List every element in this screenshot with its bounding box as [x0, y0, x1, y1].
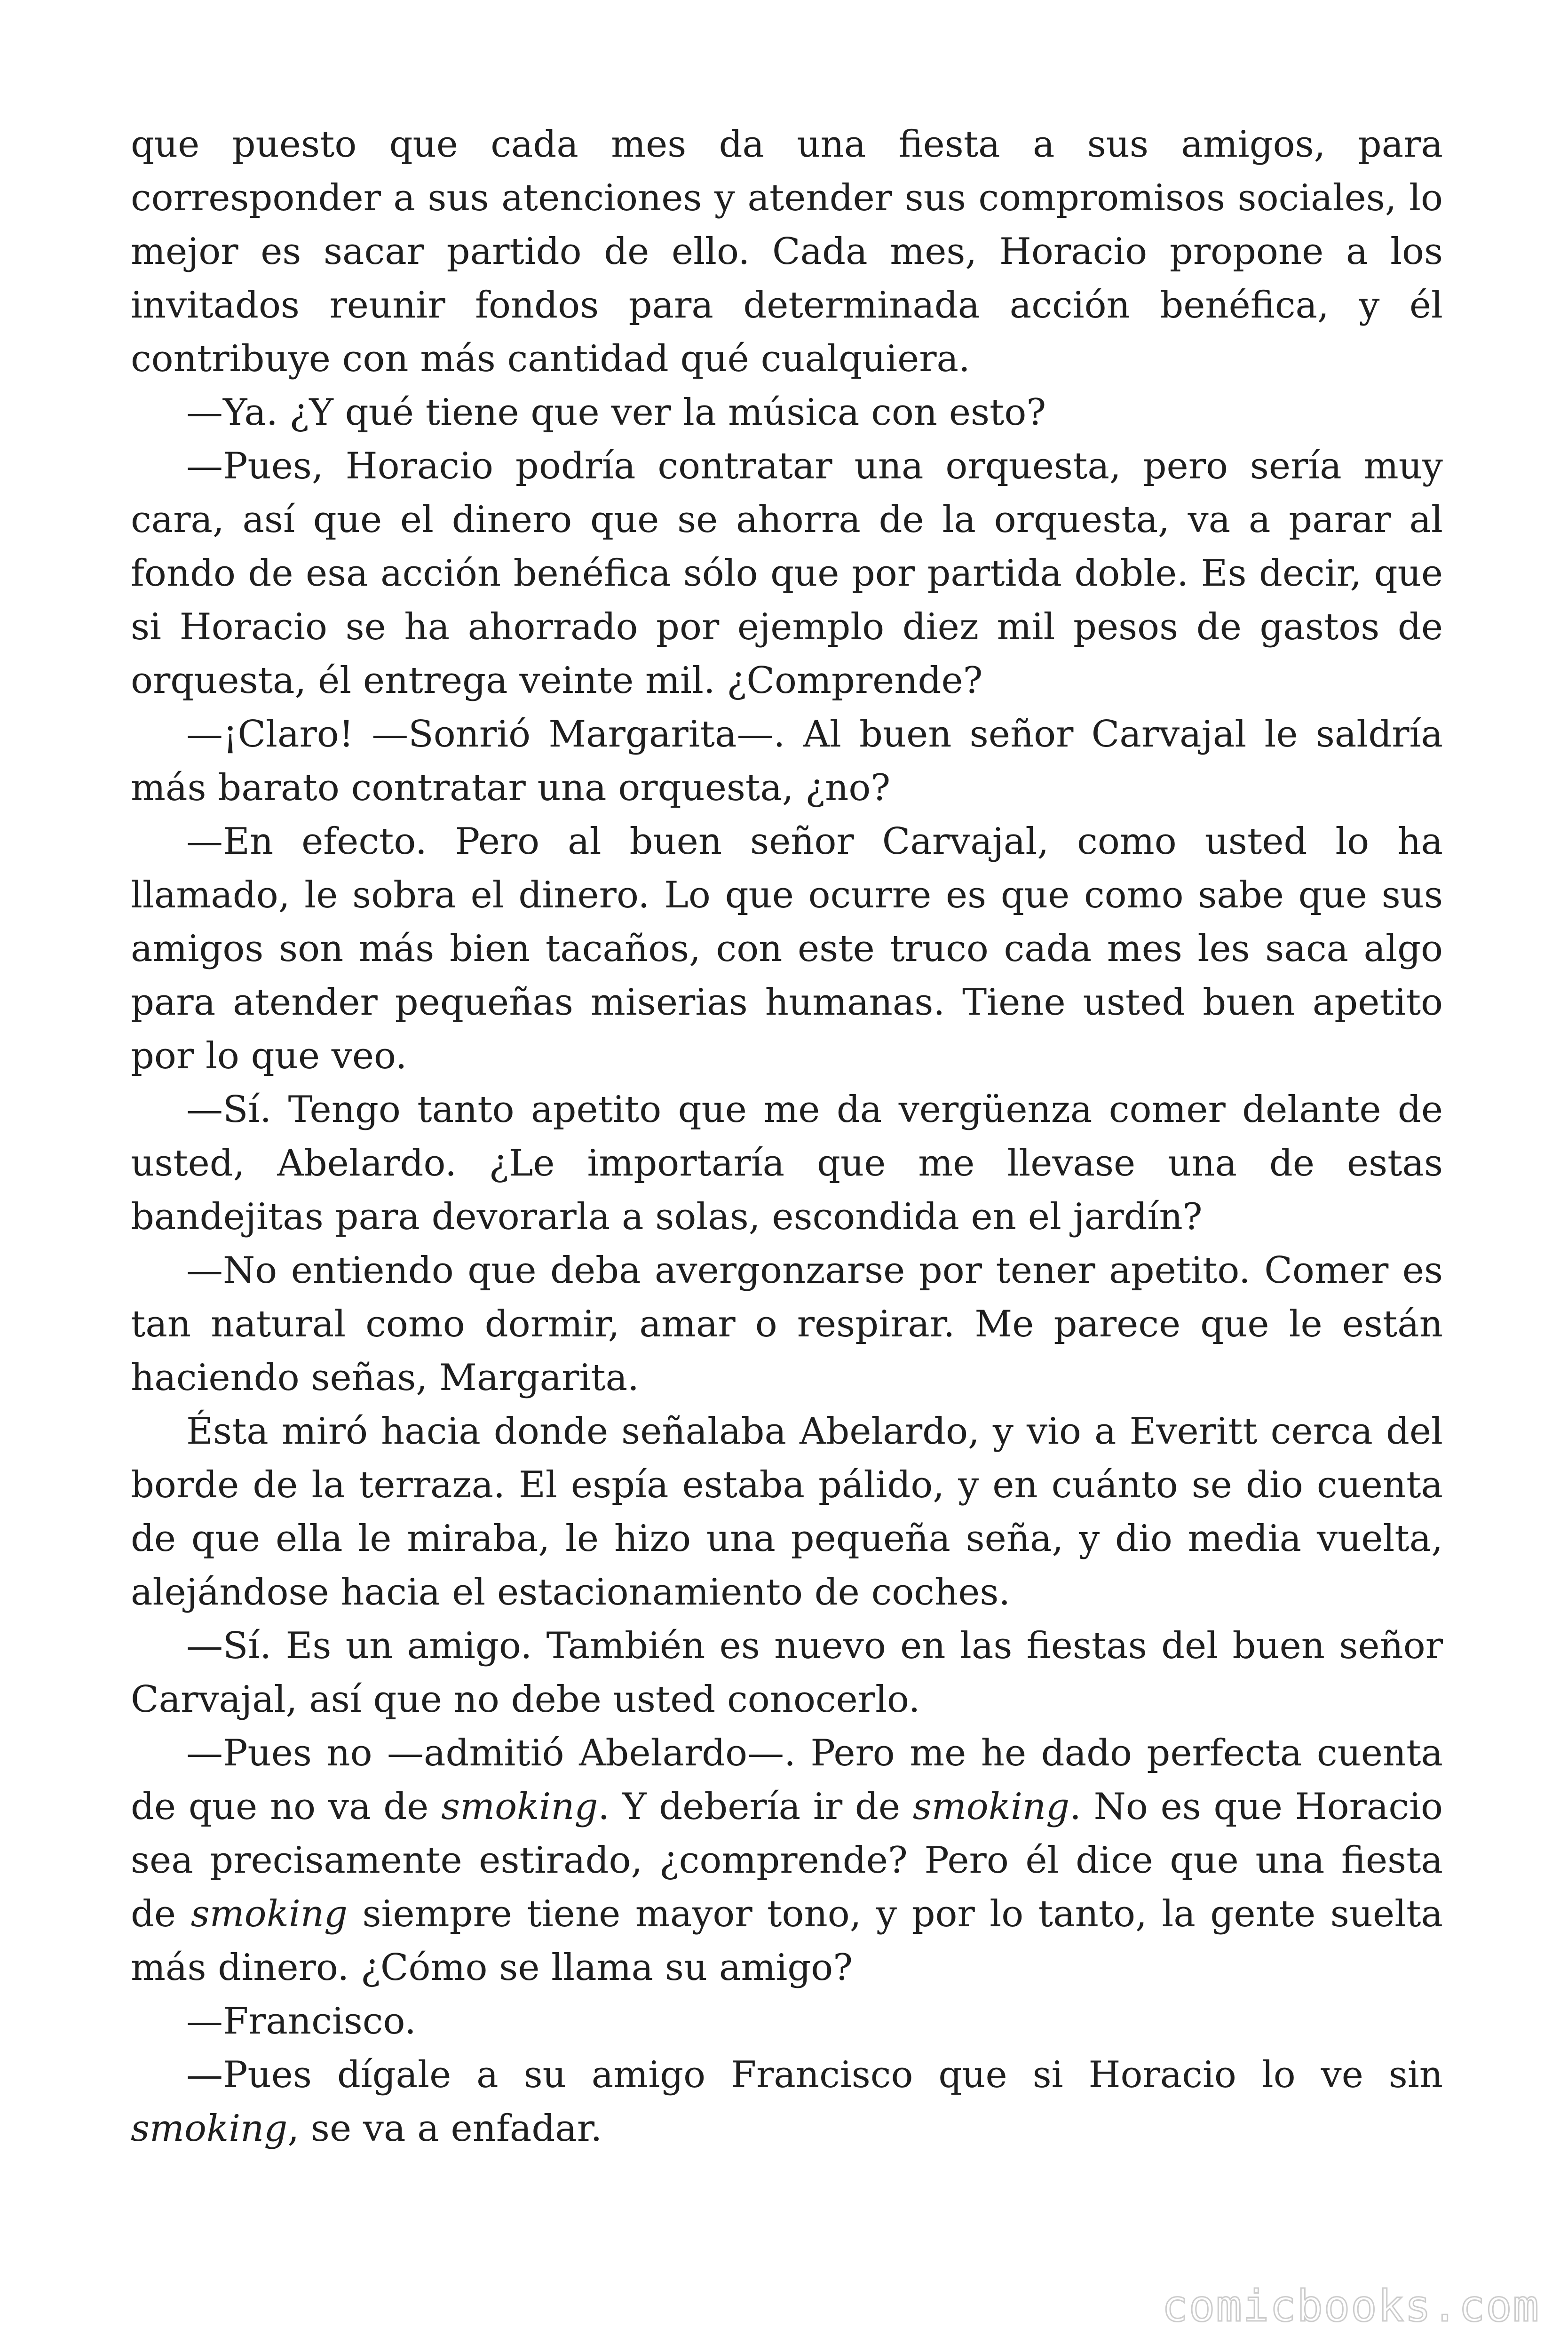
text-run: . No es que Horacio sea precisamente estirado, ¿comprende? Pero él dice que una fiesta de [131, 1786, 1443, 1935]
paragraph [131, 1244, 1443, 1405]
italic-text: smoking [190, 1893, 348, 1935]
text-run: —Pues no —admitió Abelardo—. Pero me he dado perfecta cuenta de que no va de [131, 1732, 1443, 1828]
paragraph [131, 815, 1443, 1083]
italic-text: smoking [912, 1786, 1070, 1828]
text-run: —Pues, Horacio podría contratar una orquesta, pero sería muy cara, así que el dinero que se ahorra de la orquesta, va a parar al fondo de esa acción benéfica sólo que por partida doble. Es decir, que si Horacio se ha ahorrado por ejemplo diez mil pesos de gastos de orquesta, él entrega veinte mil. ¿Comprende? [131, 445, 1443, 702]
paragraph [131, 1619, 1443, 1726]
text-run: Ésta miró hacia donde señalaba Abelardo, y vio a Everitt cerca del borde de la terraza. El espía estaba pálido, y en cuánto se dio cuenta de que ella le miraba, le hizo una pequeña seña, y dio media vuelta, alejándose hacia el estacionamiento de coches. [131, 1410, 1443, 1613]
text-run: —¡Claro! —Sonrió Margarita—. Al buen señor Carvajal le saldría más barato contratar una orquesta, ¿no? [131, 713, 1443, 809]
italic-text: smoking [441, 1786, 598, 1828]
paragraph [131, 1083, 1443, 1244]
paragraph [131, 118, 1443, 386]
text-run: que puesto que cada mes da una fiesta a sus amigos, para corresponder a sus atenciones y atender sus compromisos sociales, lo mejor es sacar partido de ello. Cada mes, Horacio propone a los invitados reunir fondos para determinada acción benéfica, y él contribuye con más cantidad qué cualquiera. [131, 123, 1443, 380]
text-run: —Sí. Tengo tanto apetito que me da vergüenza comer delante de usted, Abelardo. ¿Le importaría que me llevase una de estas bandejitas para devorarla a solas, escondida en el jardín? [131, 1089, 1443, 1238]
paragraph [131, 386, 1443, 439]
text-run: . Y debería ir de [598, 1786, 913, 1828]
text-run: —No entiendo que deba avergonzarse por tener apetito. Comer es tan natural como dormir, amar o respirar. Me parece que le están haciendo señas, Margarita. [131, 1249, 1443, 1399]
paragraph [131, 707, 1443, 815]
watermark-logo: comicbooks.com [1162, 2281, 1540, 2331]
italic-text: smoking [131, 2107, 288, 2150]
page-body-text [131, 118, 1443, 2155]
text-run: siempre tiene mayor tono, y por lo tanto, la gente suelta más dinero. ¿Cómo se llama su amigo? [131, 1893, 1443, 1989]
text-run: —Sí. Es un amigo. También es nuevo en las fiestas del buen señor Carvajal, así que no debe usted conocerlo. [131, 1625, 1443, 1721]
text-run: —Pues dígale a su amigo Francisco que si Horacio lo ve sin [186, 2054, 1443, 2096]
paragraph [131, 1994, 1443, 2048]
paragraph [131, 439, 1443, 707]
paragraph [131, 2048, 1443, 2155]
text-run: —Francisco. [186, 2000, 416, 2042]
paragraph [131, 1726, 1443, 1994]
paragraph [131, 1405, 1443, 1619]
text-run: —En efecto. Pero al buen señor Carvajal, como usted lo ha llamado, le sobra el dinero. Lo que ocurre es que como sabe que sus amigos son más bien tacaños, con este truco cada mes les saca algo para atender pequeñas miserias humanas. Tiene usted buen apetito por lo que veo. [131, 820, 1443, 1077]
text-run: —Ya. ¿Y qué tiene que ver la música con esto? [186, 391, 1046, 434]
text-run: , se va a enfadar. [287, 2107, 602, 2150]
